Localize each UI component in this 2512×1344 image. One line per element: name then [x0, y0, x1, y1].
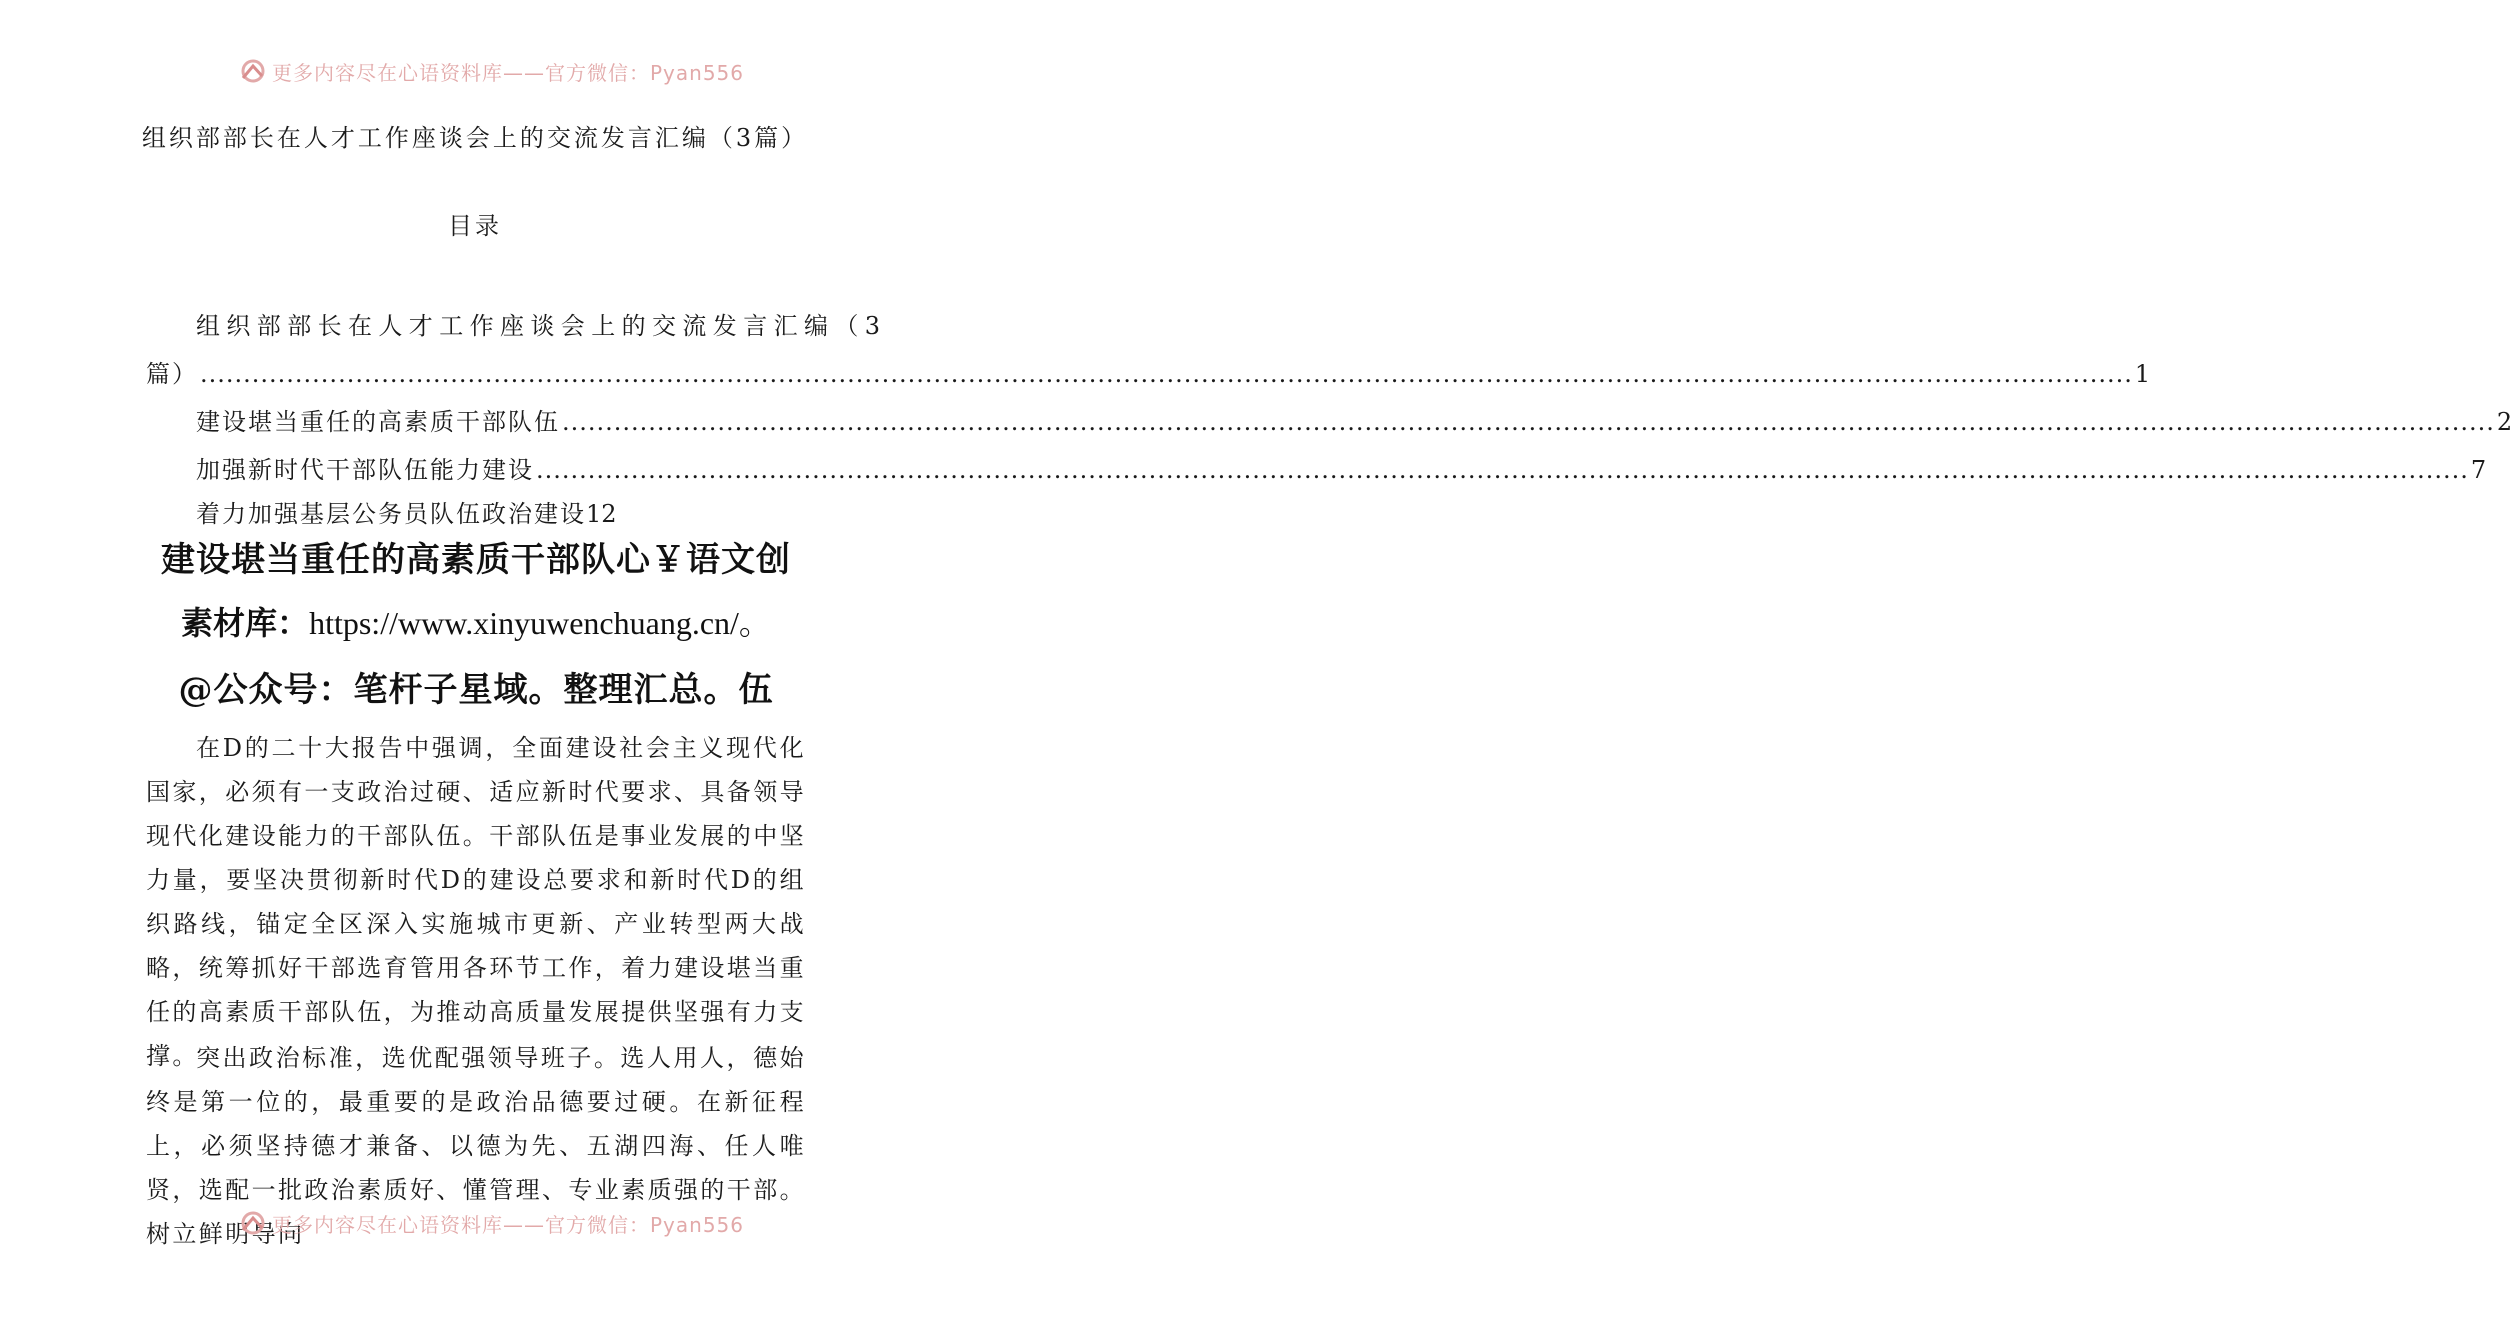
table-of-contents	[146, 302, 2512, 534]
body-paragraph-1: 在D的二十大报告中强调，全面建设社会主义现代化国家，必须有一支政治过硬、适应新时代要求、具备领导现代化建设能力的干部队伍。干部队伍是事业发展的中坚力量，要坚决贯彻新时代D的建设总要求和新时代D的组织路线，锚定全区深入实施城市更新、产业转型两大战略，统筹抓好干部选育管用各环节工作，着力建设堪当重任的高素质干部队伍，为推动高质量发展提供坚强有力支撑。	[146, 734, 806, 1070]
toc-page-number: 12	[586, 500, 617, 528]
watermark-text: 更多内容尽在心语资料库——官方微信：Pyan556	[272, 60, 745, 85]
toc-page-number: 2	[2496, 408, 2512, 436]
section-heading-suffix: 。	[738, 605, 771, 641]
section-heading-line3: @公众号：笔杆子星域。整理汇总。伍	[178, 670, 774, 710]
toc-entry-1-line1: 组织部部长在人才工作座谈会上的交流发言汇编（3	[196, 312, 887, 340]
watermark-footer	[240, 1208, 760, 1238]
toc-entry-4[interactable]	[146, 494, 806, 534]
toc-page-number: 1	[2134, 360, 2151, 388]
toc-leader-dots	[536, 446, 2469, 494]
section-heading-line2	[146, 598, 806, 644]
toc-entry-label: 建设堪当重任的高素质干部队伍	[196, 408, 560, 436]
toc-page-number: 7	[2470, 456, 2487, 484]
toc-entry-1[interactable]	[146, 302, 2151, 398]
toc-entry-2[interactable]	[146, 398, 2512, 446]
toc-entry-3[interactable]	[146, 446, 2487, 494]
watermark-header	[240, 56, 760, 86]
watermark-text: 更多内容尽在心语资料库——官方微信：Pyan556	[272, 1212, 745, 1237]
toc-entry-1-line2: 篇）	[146, 360, 198, 388]
source-url-link[interactable]: https://www.xinyuwenchuang.cn/	[309, 605, 739, 641]
document-title: 组织部部长在人才工作座谈会上的交流发言汇编（3篇）	[141, 124, 809, 152]
toc-leader-dots	[200, 350, 2133, 398]
toc-entry-label: 着力加强基层公务员队伍政治建设	[196, 500, 586, 528]
watermark-logo-icon	[240, 1210, 266, 1236]
toc-leader-dots	[562, 398, 2495, 446]
section-heading-line1: 建设堪当重任的高素质干部队心￥语文创	[161, 540, 791, 580]
section-heading-prefix: 素材库：	[181, 604, 310, 642]
body-paragraph-2: 突出政治标准，选优配强领导班子。选人用人，德始终是第一位的，最重要的是政治品德要过硬。在新征程上，必须坚持德才兼备、以德为先、五湖四海、任人唯贤，选配一批政治素质好、懂管理、专业素质强的干部。树立鲜明导向	[146, 1044, 806, 1248]
toc-entry-label: 加强新时代干部队伍能力建设	[196, 456, 534, 484]
watermark-logo-icon	[240, 58, 266, 84]
toc-heading: 目录	[448, 212, 502, 240]
